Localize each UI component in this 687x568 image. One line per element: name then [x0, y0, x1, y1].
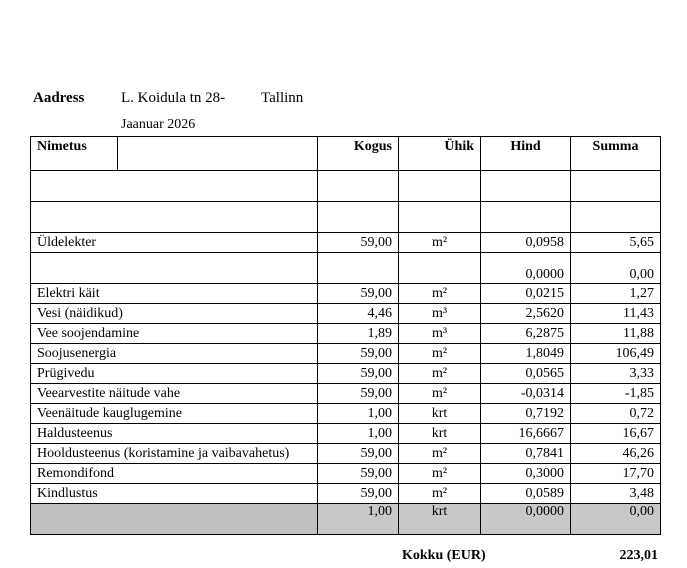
- row-unit: m²: [399, 364, 481, 384]
- row-price: 16,6667: [481, 424, 571, 444]
- row-qty: 59,00: [318, 364, 399, 384]
- row-name: Üldelekter: [31, 233, 318, 253]
- row-unit: krt: [399, 424, 481, 444]
- row-price: 0,0958: [481, 233, 571, 253]
- row-qty: 59,00: [318, 233, 399, 253]
- row-unit: m²: [399, 484, 481, 504]
- row-price: 1,8049: [481, 344, 571, 364]
- row-sum: 3,48: [571, 484, 661, 504]
- row-name: Soojusenergia: [31, 344, 318, 364]
- row-unit: krt: [399, 404, 481, 424]
- row-sum: 0,00: [571, 253, 661, 284]
- invoice-table: [30, 136, 661, 535]
- address-city: Tallinn: [261, 90, 304, 106]
- address-street: L. Koidula tn 28-: [121, 90, 226, 106]
- row-sum: 106,49: [571, 344, 661, 364]
- row-qty: 1,89: [318, 324, 399, 344]
- row-price: 0,7192: [481, 404, 571, 424]
- row-qty: 59,00: [318, 384, 399, 404]
- total-line: [402, 548, 660, 564]
- empty-row: [31, 171, 661, 202]
- row-sum: 1,27: [571, 284, 661, 304]
- col-header-qty: Kogus: [318, 137, 399, 171]
- row-unit: [399, 253, 481, 284]
- row-sum: 17,70: [571, 464, 661, 484]
- row-sum: 16,67: [571, 424, 661, 444]
- table-row: [31, 284, 661, 304]
- row-name: Hooldusteenus (koristamine ja vaibavahetus): [31, 444, 318, 464]
- row-sum: 11,88: [571, 324, 661, 344]
- row-sum: 46,26: [571, 444, 661, 464]
- row-name: Haldusteenus: [31, 424, 318, 444]
- row-sum: 11,43: [571, 304, 661, 324]
- row-unit: m²: [399, 384, 481, 404]
- row-price: 2,5620: [481, 304, 571, 324]
- row-name: Elektri käit: [31, 284, 318, 304]
- table-row: [31, 504, 661, 535]
- address-line: [33, 90, 303, 107]
- billing-period: Jaanuar 2026: [121, 117, 196, 132]
- row-qty: 1,00: [318, 404, 399, 424]
- row-price: 0,7841: [481, 444, 571, 464]
- row-price: 0,3000: [481, 464, 571, 484]
- row-qty: 59,00: [318, 484, 399, 504]
- row-unit: m²: [399, 233, 481, 253]
- row-qty: 4,46: [318, 304, 399, 324]
- row-qty: 59,00: [318, 464, 399, 484]
- col-header-price: Hind: [481, 137, 571, 171]
- row-name: Remondifond: [31, 464, 318, 484]
- row-sum: 5,65: [571, 233, 661, 253]
- col-header-unit: Ühik: [399, 137, 481, 171]
- row-unit: m²: [399, 444, 481, 464]
- row-price: 0,0000: [481, 253, 571, 284]
- row-sum: 0,00: [571, 504, 661, 535]
- row-unit: krt: [399, 504, 481, 535]
- row-qty: 59,00: [318, 284, 399, 304]
- row-price: -0,0314: [481, 384, 571, 404]
- empty-row: [31, 202, 661, 233]
- total-value: 223,01: [619, 548, 658, 563]
- row-price: 6,2875: [481, 324, 571, 344]
- table-row: [31, 384, 661, 404]
- row-unit: m²: [399, 344, 481, 364]
- row-qty: 59,00: [318, 444, 399, 464]
- row-price: 0,0000: [481, 504, 571, 535]
- row-price: 0,0565: [481, 364, 571, 384]
- row-name: Vee soojendamine: [31, 324, 318, 344]
- row-price: 0,0215: [481, 284, 571, 304]
- row-name: [31, 253, 318, 284]
- row-sum: 0,72: [571, 404, 661, 424]
- col-header-sum: Summa: [571, 137, 661, 171]
- table-header-row: [31, 137, 661, 171]
- row-unit: m²: [399, 464, 481, 484]
- row-name: Vesi (näidikud): [31, 304, 318, 324]
- row-sum: -1,85: [571, 384, 661, 404]
- table-row: [31, 233, 661, 253]
- row-price: 0,0589: [481, 484, 571, 504]
- row-unit: m³: [399, 324, 481, 344]
- table-row: [31, 404, 661, 424]
- table-row: [31, 484, 661, 504]
- table-row: [31, 324, 661, 344]
- table-row: [31, 304, 661, 324]
- table-row: [31, 424, 661, 444]
- row-unit: m³: [399, 304, 481, 324]
- table-row: [31, 444, 661, 464]
- col-header-blank: [118, 137, 318, 171]
- row-name: Prügivedu: [31, 364, 318, 384]
- row-unit: m²: [399, 284, 481, 304]
- row-qty: 59,00: [318, 344, 399, 364]
- row-name: Veenäitude kauglugemine: [31, 404, 318, 424]
- table-row: [31, 344, 661, 364]
- table-row: [31, 464, 661, 484]
- row-qty: 1,00: [318, 504, 399, 535]
- col-header-name: Nimetus: [31, 137, 118, 171]
- row-sum: 3,33: [571, 364, 661, 384]
- row-qty: [318, 253, 399, 284]
- address-label: Aadress: [33, 90, 85, 106]
- row-name: Kindlustus: [31, 484, 318, 504]
- table-row: [31, 364, 661, 384]
- row-name: Veearvestite näitude vahe: [31, 384, 318, 404]
- row-name: [31, 504, 318, 535]
- total-label: Kokku (EUR): [402, 548, 486, 563]
- row-qty: 1,00: [318, 424, 399, 444]
- table-row: [31, 253, 661, 284]
